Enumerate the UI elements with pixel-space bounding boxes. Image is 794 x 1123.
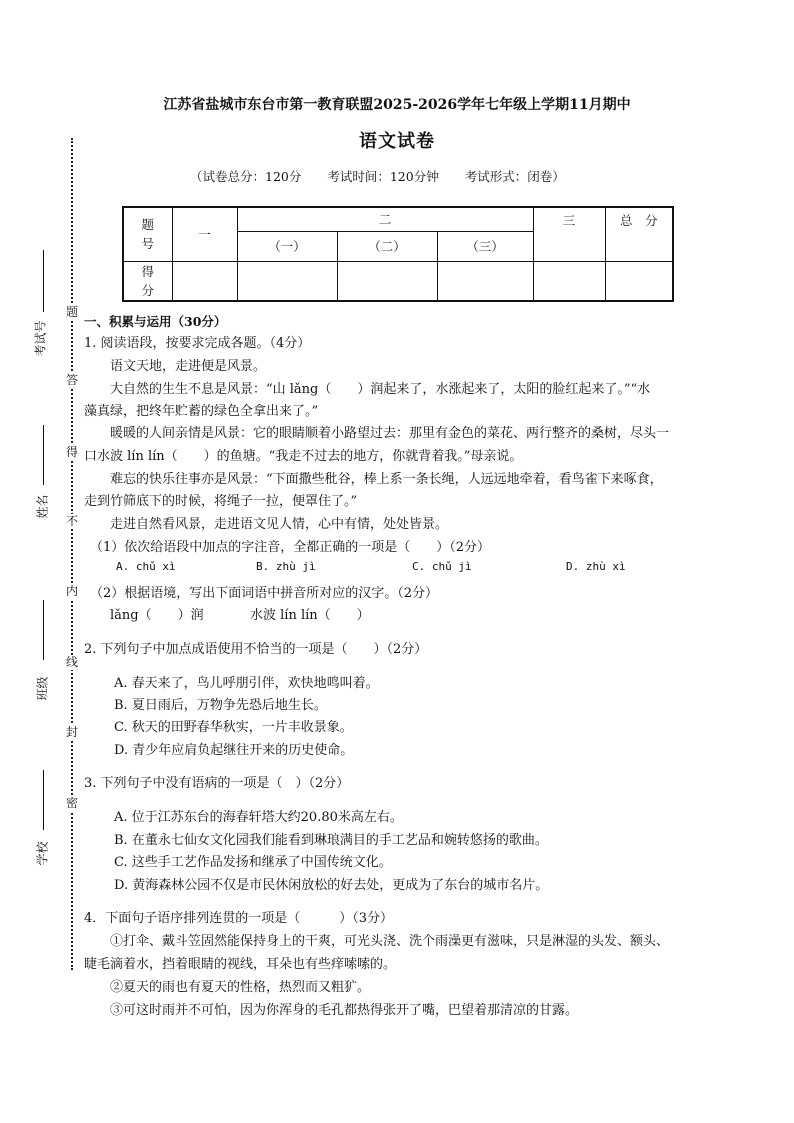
seal-char: 得 xyxy=(66,445,79,459)
score-cell-2a[interactable] xyxy=(237,261,337,301)
q1-sub1: （1）依次给语段中加点的字注音，全都正确的一项是（ ）（2分） xyxy=(90,540,491,555)
col-three-header: 三 xyxy=(533,207,605,261)
col-two-header: 二 xyxy=(237,207,533,231)
q1-para: 走进自然看风景，走进语文见人情，心中有情，处处皆景。 xyxy=(110,517,449,532)
class-label: 班级 xyxy=(35,676,50,701)
q3-stem: 3. 下列句子中没有语病的一项是（ ）（2分） xyxy=(84,776,350,791)
sub-col-2: （二） xyxy=(337,231,437,261)
col-one-header: 一 xyxy=(172,207,237,261)
q1-option[interactable]: C. chǔ jì xyxy=(412,560,472,573)
tihao-header: 题 号 xyxy=(123,207,172,261)
exam-subject-title: 语文试卷 xyxy=(359,131,435,152)
exam-info xyxy=(190,167,587,185)
q4-sentence: ①打伞、戴斗笠固然能保持身上的干爽，可光头浇、洗个雨澡更有滋味，只是淋湿的头发、额头、 xyxy=(110,934,670,949)
total-header: 总 分 xyxy=(605,207,673,261)
q1-para: 藻真绿，把终年贮蓄的绿色全拿出来了。” xyxy=(84,404,319,419)
q3-option[interactable]: A. 位于江苏东台的海春轩塔大约20.80米高左右。 xyxy=(114,810,403,825)
seal-char: 不 xyxy=(66,514,79,528)
exam-number-label: 考试号 xyxy=(33,320,48,357)
q1-para: 口水波 lín lín（ ）的鱼塘。“我走不过去的地方，你就背着我。”母亲说。 xyxy=(84,449,523,464)
section-heading: 一、积累与运用（30分） xyxy=(84,314,227,329)
q3-option[interactable]: B. 在董永七仙女文化园我们能看到琳琅满目的手工艺品和婉转悠扬的歌曲。 xyxy=(114,833,548,848)
total-score-info: （试卷总分：120分 xyxy=(190,169,302,184)
q1-option[interactable]: B. zhù jì xyxy=(256,560,316,573)
binding-dotted-line xyxy=(71,138,73,970)
seal-char: 封 xyxy=(66,725,79,739)
q4-sentence: ②夏天的雨也有夏天的性格，热烈而又粗犷。 xyxy=(110,980,371,995)
score-cell-1[interactable] xyxy=(172,261,237,301)
q1-sub2: （2）根据语境，写出下面词语中拼音所对应的汉字。（2分） xyxy=(90,586,439,601)
q2-option[interactable]: B. 夏日雨后，万物争先恐后地生长。 xyxy=(114,698,327,713)
q1-para: 走到竹筛底下的时候，将绳子一拉，便罩住了。” xyxy=(84,494,358,509)
q1-para: 难忘的快乐往事亦是风景：“下面撒些秕谷，棒上系一条长绳，人远远地牵着，看鸟雀下来啄食， xyxy=(110,472,663,487)
q1-option[interactable]: A. chǔ xì xyxy=(116,560,176,573)
seal-char: 答 xyxy=(66,373,79,387)
score-cell-3[interactable] xyxy=(533,261,605,301)
q1-stem: 1. 阅读语段，按要求完成各题。（4分） xyxy=(84,336,311,351)
q3-option[interactable]: C. 这些手工艺作品发扬和继承了中国传统文化。 xyxy=(114,855,392,870)
q2-option[interactable]: C. 秋天的田野春华秋实，一片丰收景象。 xyxy=(114,720,353,735)
sub-col-1: （一） xyxy=(237,231,337,261)
q4-sentence: 睫毛滴着水，挡着眼睛的视线，耳朵也有些痒嗦嗦的。 xyxy=(84,957,397,972)
q2-stem: 2. 下列句子中加点成语使用不恰当的一项是（ ）（2分） xyxy=(84,642,428,657)
defen-header: 得 分 xyxy=(123,261,172,301)
seal-char: 线 xyxy=(66,655,79,669)
exam-header-title: 江苏省盐城市东台市第一教育联盟2025-2026学年七年级上学期11月期中 xyxy=(163,97,631,113)
q1-para: 语文天地，走进便是风景。 xyxy=(110,359,267,374)
score-cell-total[interactable] xyxy=(605,261,673,301)
score-cell-2c[interactable] xyxy=(437,261,533,301)
q1-blank-a[interactable]: lǎng（ ）润 xyxy=(110,608,204,623)
q2-option[interactable]: D. 青少年应肩负起继往开来的历史使命。 xyxy=(114,743,354,758)
seal-char: 内 xyxy=(66,584,79,598)
q3-option[interactable]: D. 黄海森林公园不仅是市民休闲放松的好去处，更成为了东台的城市名片。 xyxy=(114,878,549,893)
sub-col-3: （三） xyxy=(437,231,533,261)
q1-option[interactable]: D. zhù xì xyxy=(566,560,626,573)
school-label: 学校 xyxy=(35,841,50,866)
school-line xyxy=(43,770,44,830)
q1-para: 暖暖的人间亲情是风景：它的眼睛顺着小路望过去：那里有金色的菜花、两行整齐的桑树，尽头一 xyxy=(110,426,670,441)
q1-blank-b[interactable]: 水波 lín lín（ ） xyxy=(250,608,370,623)
name-label: 姓名 xyxy=(35,494,50,519)
q2-option[interactable]: A. 春天来了，鸟儿呼朋引伴，欢快地鸣叫着。 xyxy=(114,676,379,691)
score-table xyxy=(122,206,674,302)
exam-number-line xyxy=(43,250,44,312)
q4-sentence: ③可这时雨并不可怕，因为你浑身的毛孔都热得张开了嘴，巴望着那清凉的甘露。 xyxy=(110,1003,579,1018)
name-line xyxy=(43,425,44,485)
score-cell-2b[interactable] xyxy=(337,261,437,301)
class-line xyxy=(43,600,44,660)
q1-para: 大自然的生生不息是风景：“山 lǎng（ ）润起来了，水涨起来了，太阳的脸红起来了。”“水 xyxy=(110,382,651,397)
exam-time-info: 考试时间：120分钟 xyxy=(327,169,439,184)
exam-form-info: 考试形式：闭卷） xyxy=(464,169,565,184)
q4-stem: 4．下面句子语序排列连贯的一项是（ ）（3分） xyxy=(84,911,394,926)
seal-char: 密 xyxy=(66,796,79,810)
seal-char: 题 xyxy=(66,305,79,319)
